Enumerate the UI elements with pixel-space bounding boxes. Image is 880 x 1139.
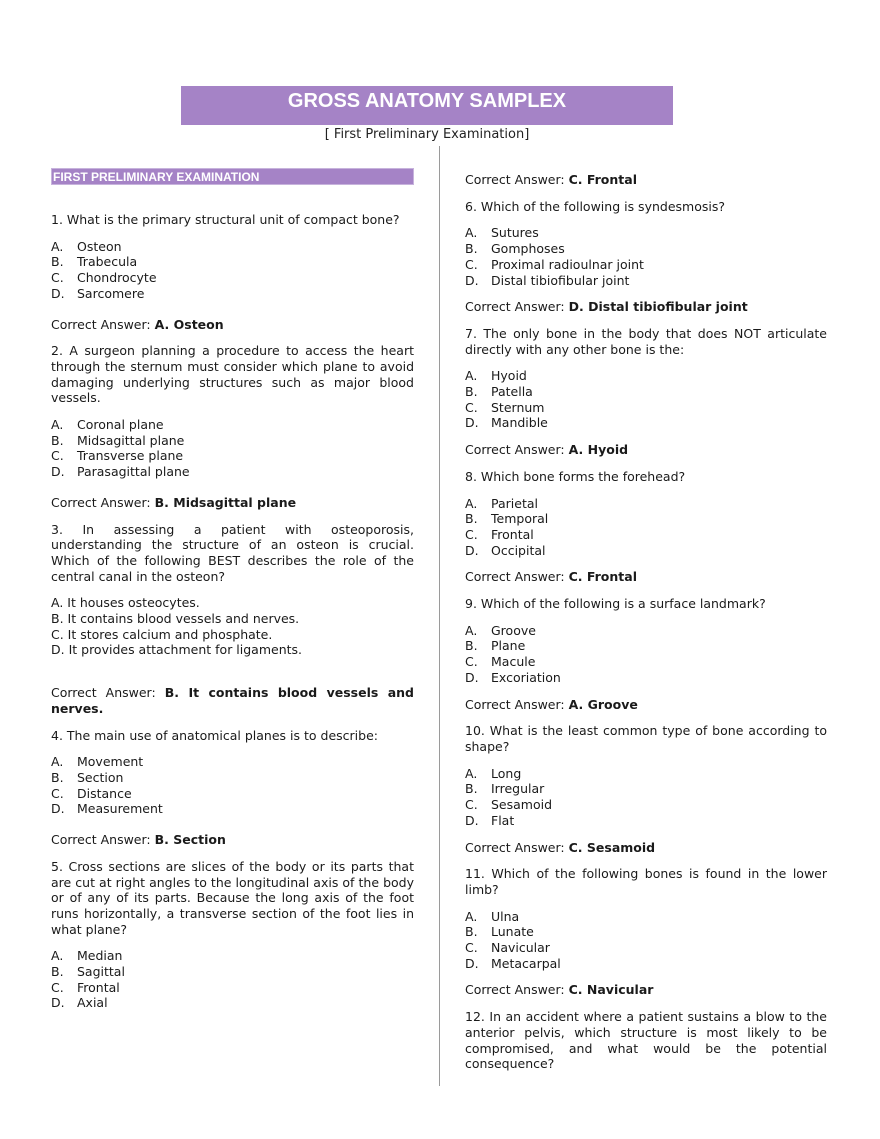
option: A. Movement (51, 754, 144, 770)
options-q5 (51, 948, 414, 1011)
option: C. Proximal radioulnar joint (465, 256, 644, 272)
option: D. It provides attachment for ligaments. (51, 642, 303, 658)
section-heading: FIRST PRELIMINARY EXAMINATION (51, 168, 414, 185)
question-3: 3. In assessing a patient with osteoporosis, understanding the structure of an osteon is crucial. Which of the following BEST describes the role of the central canal in the osteon? (51, 521, 414, 584)
option: A. Hyoid (465, 368, 527, 384)
option: B. Midsagittal plane (51, 432, 185, 448)
option: B. Patella (465, 384, 533, 400)
question-2: 2. A surgeon planning a procedure to access the heart through the sternum must consider which plane to avoid damaging underlying structures such as major blood vessels. (51, 343, 414, 406)
option: C. Navicular (465, 940, 550, 956)
option: B. Irregular (465, 781, 545, 797)
option: C. Transverse plane (51, 448, 184, 464)
answer-q3: Correct Answer: B. It contains blood vessels and nerves. (51, 685, 414, 716)
option: D. Axial (51, 995, 108, 1011)
option: A. Osteon (51, 238, 122, 254)
options-q10 (465, 766, 827, 829)
options-q8 (465, 496, 827, 559)
options-q1 (51, 239, 414, 302)
answer-q1: Correct Answer: A. Osteon (51, 316, 224, 332)
page-title: GROSS ANATOMY SAMPLEX (181, 86, 673, 125)
option: D. Sarcomere (51, 285, 145, 301)
question-8: 8. Which bone forms the forehead? (465, 468, 686, 484)
option: C. It stores calcium and phosphate. (51, 626, 273, 642)
options-q6 (465, 225, 827, 288)
question-7: 7. The only bone in the body that does NOT articulate directly with any other bone is the: (465, 325, 827, 357)
option: A. Parietal (465, 495, 538, 511)
option: C. Sesamoid (465, 797, 553, 813)
option: B. It contains blood vessels and nerves. (51, 611, 300, 627)
options-q4 (51, 754, 414, 817)
question-10: 10. What is the least common type of bone according to shape? (465, 723, 827, 754)
option: D. Parasagittal plane (51, 464, 190, 480)
left-column (51, 168, 414, 1011)
option: D. Measurement (51, 801, 163, 817)
question-11: 11. Which of the following bones is found in the lower limb? (465, 866, 827, 897)
option: B. Sagittal (51, 964, 125, 980)
option: C. Chondrocyte (51, 270, 157, 286)
right-column (465, 172, 827, 1072)
option: C. Frontal (465, 526, 534, 542)
option: B. Gomphoses (465, 241, 565, 257)
option: D. Mandible (465, 415, 548, 431)
question-12: 12. In an accident where a patient sustains a blow to the anterior pelvis, which structure is most likely to be compromised, and what would be the potential consequence? (465, 1009, 827, 1072)
option: A. Coronal plane (51, 417, 164, 433)
answer-q11: Correct Answer: C. Navicular (465, 982, 654, 998)
option: B. Temporal (465, 511, 549, 527)
option: D. Excoriation (465, 669, 561, 685)
question-4: 4. The main use of anatomical planes is to describe: (51, 727, 378, 743)
option: C. Sternum (465, 399, 545, 415)
options-q7 (465, 368, 827, 431)
options-q2 (51, 417, 414, 480)
answer-q5: Correct Answer: C. Frontal (465, 172, 637, 187)
answer-q7: Correct Answer: A. Hyoid (465, 442, 629, 458)
option: C. Frontal (51, 979, 120, 995)
question-1: 1. What is the primary structural unit of compact bone? (51, 212, 400, 227)
option: A. Median (51, 948, 123, 964)
option: D. Distal tibiofibular joint (465, 272, 630, 288)
column-divider (439, 146, 440, 1086)
answer-q8: Correct Answer: C. Frontal (465, 569, 637, 585)
answer-q6: Correct Answer: D. Distal tibiofibular joint (465, 299, 748, 315)
question-9: 9. Which of the following is a surface landmark? (465, 596, 766, 612)
question-6: 6. Which of the following is syndesmosis? (465, 198, 725, 214)
option: D. Occipital (465, 542, 546, 558)
page-subtitle: [ First Preliminary Examination] (324, 127, 530, 142)
option: A. It houses osteocytes. (51, 595, 200, 611)
option: C. Macule (465, 654, 536, 670)
options-q11 (465, 909, 827, 972)
question-5: 5. Cross sections are slices of the body or its parts that are cut at right angles to the longitudinal axis of the body or of any of its parts. Because the long axis of the foot runs horizontally, a transverse section of the foot lies in what plane? (51, 858, 414, 937)
option: B. Section (51, 769, 124, 785)
option: B. Lunate (465, 924, 534, 940)
option: D. Flat (465, 812, 515, 828)
option: A. Groove (465, 622, 536, 638)
answer-q2: Correct Answer: B. Midsagittal plane (51, 494, 297, 510)
option: A. Long (465, 765, 522, 781)
options-q9 (465, 623, 827, 686)
answer-q9: Correct Answer: A. Groove (465, 696, 638, 712)
option: B. Plane (465, 638, 526, 654)
answer-q10: Correct Answer: C. Sesamoid (465, 839, 656, 855)
option: D. Metacarpal (465, 955, 561, 971)
option: C. Distance (51, 785, 132, 801)
option: B. Trabecula (51, 254, 138, 270)
answer-q4: Correct Answer: B. Section (51, 832, 226, 848)
option: A. Ulna (465, 908, 520, 924)
options-q3 (51, 595, 414, 658)
option: A. Sutures (465, 225, 539, 241)
